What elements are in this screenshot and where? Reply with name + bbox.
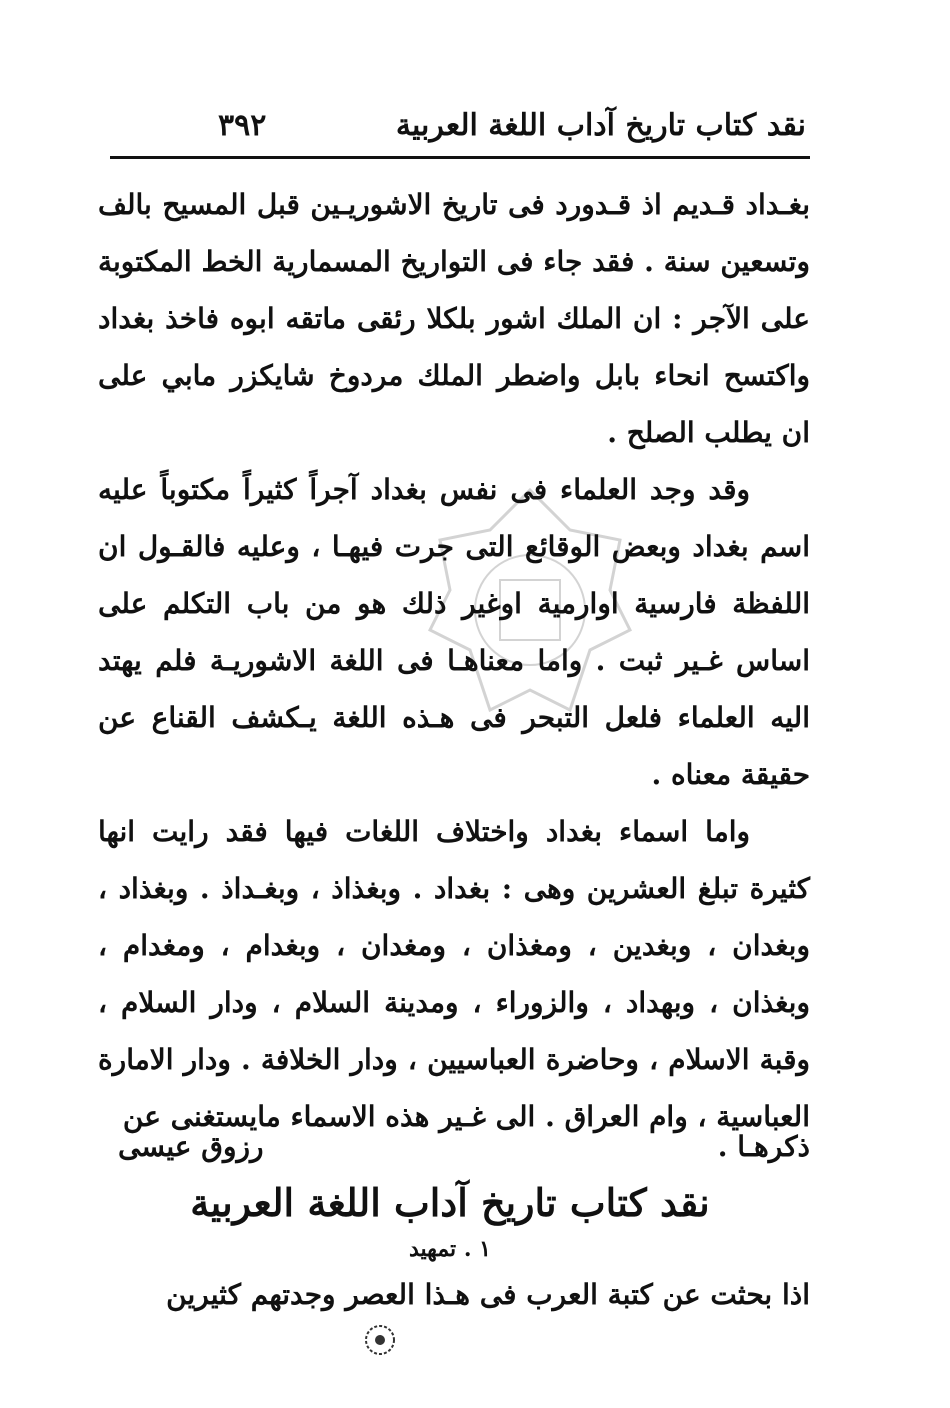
page	[90, 90, 810, 1350]
running-header	[108, 100, 810, 150]
section-first-line: اذا بحثت عن كتبة العرب فى هـذا العصر وجدتهم كثيرين	[166, 1278, 810, 1311]
author-signature: رزوق عيسى	[118, 1130, 264, 1163]
ornament-icon	[362, 1322, 398, 1358]
header-rule	[110, 156, 810, 159]
paragraph-2: وقد وجد العلماء فى نفس بغداد آجراً كثيراً مكتوباً عليه اسم بغداد وبعض الوقائع التى جرت فيهـا ، وعليه فالقـول ان اللفظة فارسية اوارمية اوغير ذلك هو من باب التكلم على اساس غـير ثبت . واما معناهـا فى اللغة الاشوريـة فلم يهتد اليه العلماء فلعل التبحر فى هـذه اللغة يـكشف القناع عن حقيقة معناه .	[98, 473, 810, 791]
paragraph-3: واما اسماء بغداد واختلاف اللغات فيها فقد رايت انها كثيرة تبلغ العشرين وهى : بغداد . وبغذاذ ، وبغـداذ . وبغذاد ، وبغدان ، وبغدين ، ومغذان ، ومغدان ، وبغدام ، ومغدام ، وبغذان ، وبهداد ، والزوراء ، ومدينة السلام ، ودار السلام ، وقبة الاسلام ، وحاضرة العباسيين ، ودار الخلافة . ودار الامارة العباسية ، وام العراق . الى غـير هذه الاسماء مايستغنى عن	[98, 815, 810, 1133]
page-number: ٣٩٢	[218, 107, 267, 143]
section-title: نقد كتاب تاريخ آداب اللغة العربية	[190, 1180, 710, 1225]
body-text	[98, 176, 810, 1145]
running-title: نقد كتاب تاريخ آداب اللغة العربية	[395, 107, 806, 143]
paragraph-1: بغـداد قـديم اذ قـدورد فى تاريخ الاشوريـين قبل المسيح بالف وتسعين سنة . فقد جاء فى التواريخ المسمارية الخط المكتوبة على الآجر : ان الملك اشور بلكلا رئقى ماتقه ابوه فاخذ بغداد واكتسح انحاء بابل واضطر الملك مردوخ شايكزر مابي على ان يطلب الصلح .	[98, 188, 810, 449]
closing-word: ذكرهـا .	[717, 1130, 810, 1163]
section-subheading: ١ . تمهيد	[409, 1236, 491, 1262]
closing-line	[98, 1130, 810, 1180]
